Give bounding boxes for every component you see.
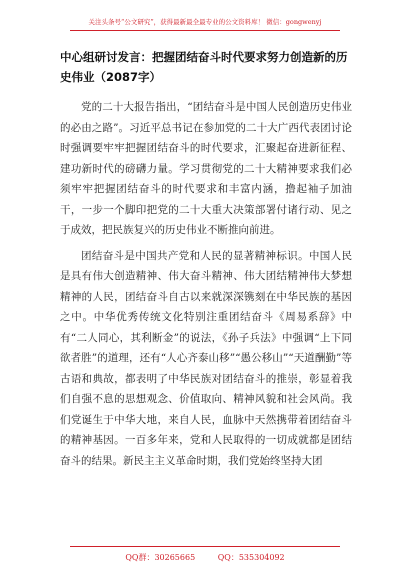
document-title: 中心组研讨发言：把握团结奋斗时代要求努力创造新的历史伟业（2087字） [60,50,348,84]
top-banner: 关注头条号“公文研究”，获得最新最全最专业的公文资料库！ 微信：gongwenyj [88,18,322,26]
paragraph: 团结奋斗是中国共产党和人民的显著精神标识。中国人民是具有伟大创造精神、伟大奋斗精神、伟大团结精神伟大梦想精神的人民，团结奋斗自古以来就深深镌刻在中华民族的基因之中。中华优秀传统文化特别注重团结奋斗《周易系辞》中有“二人同心，其利断金”的说法，《孙子兵法》中强调“上下同欲者胜”的道理，还有“人心齐泰山移”“愚公移山”“天道酬勤”等古语和典故，都表明了中华民族对团结奋斗的推崇，彰显着我们自强不息的思想观念、价值取向、精神风貌和社会风尚。我们党诞生于中华大地，来自人民，血脉中天然携带着团结奋斗的精神基因。一百多年来，党和人民取得的一切成就都是团结奋斗的结果。新民主主义革命时期，我们党始终坚持大团 [60,249,352,467]
footer [70,552,340,563]
top-divider [70,30,340,31]
paragraph: 党的二十大报告指出，“团结奋斗是中国人民创造历史伟业的必由之路”。习近平总书记在参加党的二十大广西代表团讨论时强调要牢牢把握团结奋斗的时代要求，汇聚起奋进新征程、建功新时代的磅礴力量。学习贯彻党的二十大精神要求我们必须牢牢把握团结奋斗的时代要求和丰富内涵，撸起袖子加油干，一步一个脚印把党的二十大重大决策部署付诸行动、见之于成效，把民族复兴的历史伟业不断推向前进。 [60,101,352,236]
bottom-divider [70,546,340,547]
qq-number: QQ：535304092 [217,553,285,562]
qq-group-number: QQ群：30265665 [125,553,196,562]
document-body [60,97,352,476]
